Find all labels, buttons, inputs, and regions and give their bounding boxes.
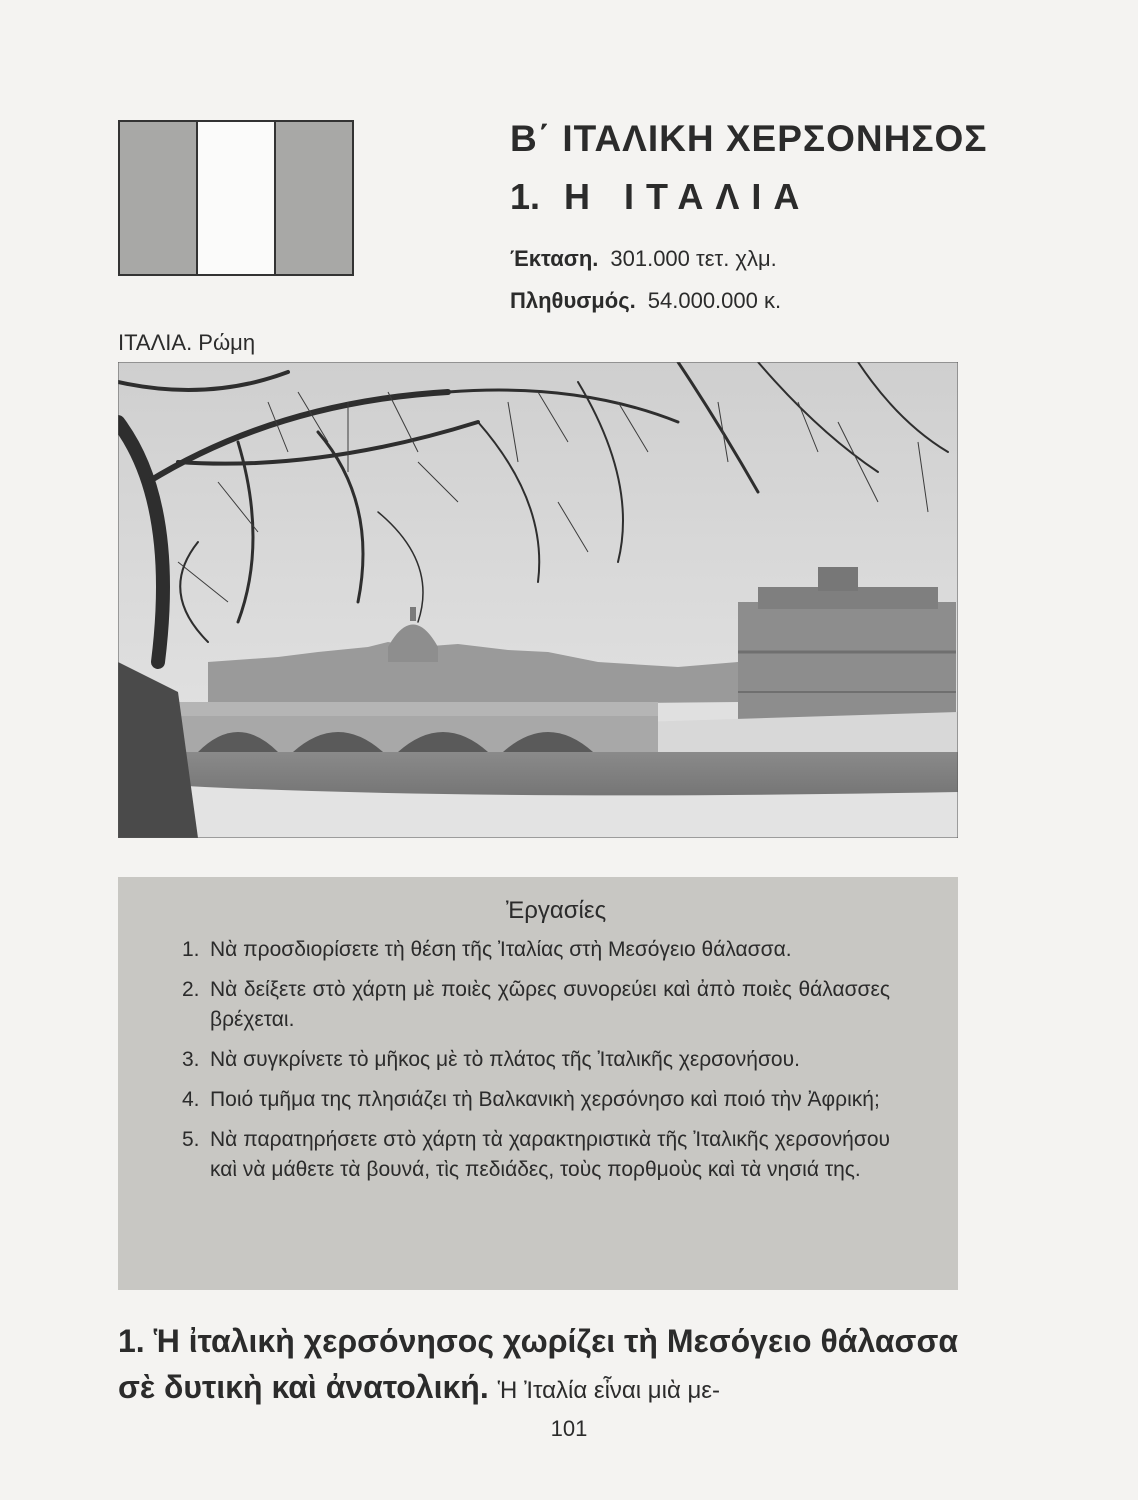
chapter-number: 1. [510,176,541,217]
task-number: 4. [182,1088,200,1111]
task-text: Ποιό τμῆμα της πλησιάζει τὴ Βαλκανικὴ χερσόνησο καὶ ποιό τὴν Ἀφρική; [210,1088,880,1111]
stat-population-value: 54.000.000 κ. [647,288,782,313]
task-number: 2. [182,978,200,1001]
body-rest: Ἡ Ἰταλία εἶναι μιὰ με- [497,1377,720,1404]
task-number: 5. [182,1128,200,1151]
page-number: 101 [550,1416,588,1441]
task-item [182,1125,890,1185]
stat-area-value: 301.000 τετ. χλμ. [610,246,777,271]
chapter-title [510,176,811,218]
stat-area [510,246,777,272]
stat-area-label: Έκταση. [510,246,599,271]
tasks-title: Ἐργασίες [505,897,607,924]
tasks-box [118,877,958,1290]
flag-stripe-right [276,122,352,274]
body-lead: 1. Ἡ ἰταλικὴ χερσόνησος χωρίζει τὴ Μεσόγειο θάλασσα σὲ δυτικὴ καὶ ἀνατολική. [118,1323,958,1405]
chapter-name: Η ΙΤΑΛΙΑ [564,176,812,217]
stat-population-label: Πληθυσμός. [510,288,636,313]
task-item [182,1045,890,1075]
task-text: Νὰ προσδιορίσετε τὴ θέση τῆς Ἰταλίας στὴ Μεσόγειο θάλασσα. [210,938,792,961]
body-paragraph [118,1318,958,1414]
task-number: 1. [182,938,200,961]
task-item [182,1085,890,1115]
rome-tiber-photo [118,362,958,838]
section-title: Β΄ ΙΤΑΛΙΚΗ ΧΕΡΣΟΝΗΣΟΣ [510,118,988,159]
italy-flag [118,120,354,276]
task-item [182,935,890,965]
task-number: 3. [182,1048,200,1071]
stat-population [510,288,781,314]
task-text: Νὰ συγκρίνετε τὸ μῆκος μὲ τὸ πλάτος τῆς Ἰταλικῆς χερσονήσου. [210,1048,800,1071]
task-text: Νὰ δείξετε στὸ χάρτη μὲ ποιὲς χῶρες συνορεύει καὶ ἀπὸ ποιὲς θάλασσες βρέχεται. [210,978,890,1031]
flag-stripe-middle [198,122,276,274]
task-text: Νὰ παρατηρήσετε στὸ χάρτη τὰ χαρακτηριστικὰ τῆς Ἰταλικῆς χερσονήσου καὶ νὰ μάθετε τὰ βουνά, τὶς πεδιάδες, τοὺς πορθμοὺς καὶ τὰ νησιά της. [210,1128,890,1181]
flag-caption: ΙΤΑΛΙΑ. Ρώμη [118,330,256,355]
task-item [182,975,890,1035]
flag-stripe-left [120,122,198,274]
